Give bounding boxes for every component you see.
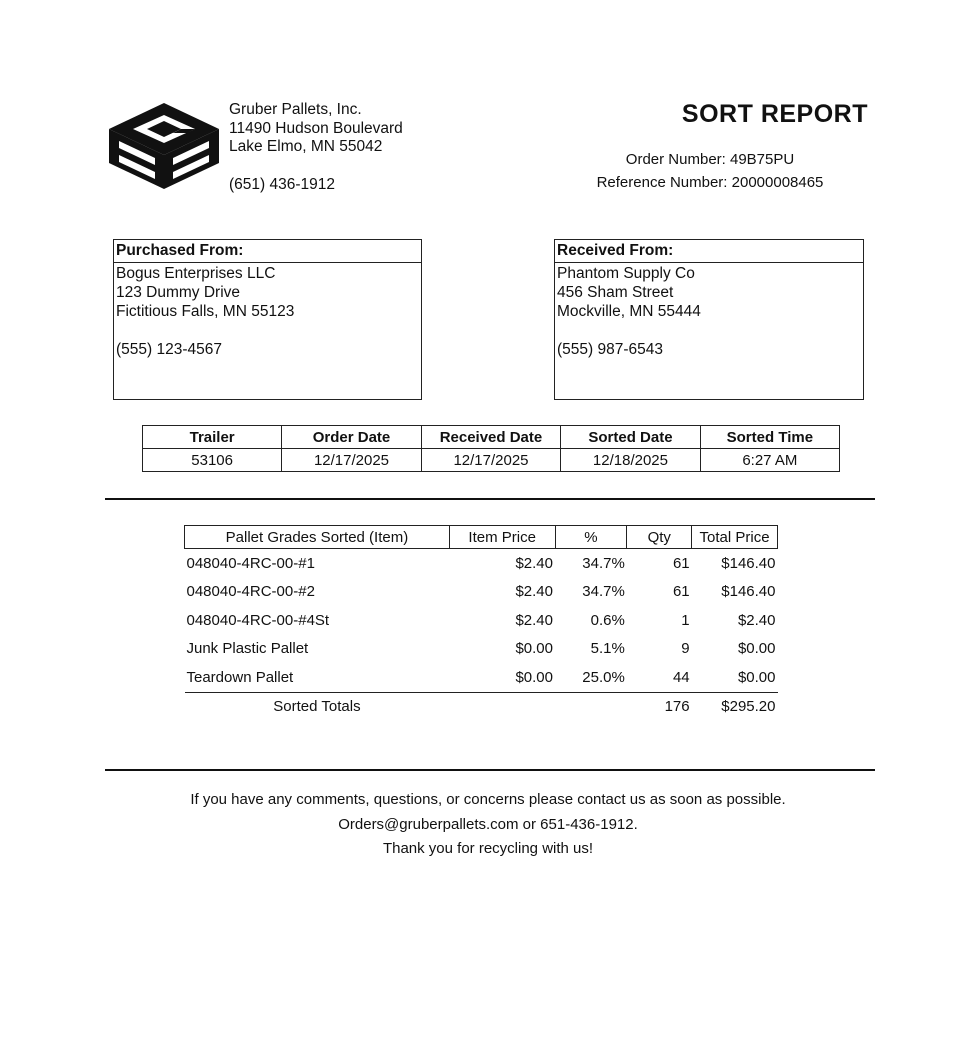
- percent-cell: 34.7%: [582, 554, 625, 572]
- table-header-row: [185, 526, 778, 549]
- table-row: [185, 549, 778, 578]
- item-cell: 048040-4RC-00-#1: [186, 554, 315, 572]
- qty-cell: 61: [672, 554, 690, 572]
- item-cell: 048040-4RC-00-#4St: [186, 611, 330, 629]
- table-row: [185, 578, 778, 607]
- percent-cell: 5.1%: [590, 640, 625, 658]
- footer-contact-details: Orders@gruberpallets.com or 651-436-1912.: [338, 815, 638, 833]
- received-from-address1: 456 Sham Street: [557, 284, 674, 301]
- column-header: Qty: [627, 526, 692, 549]
- totals-label: Sorted Totals: [185, 692, 450, 721]
- footer-thanks: Thank you for recycling with us!: [382, 840, 594, 857]
- purchased-from-heading: Purchased From:: [114, 240, 421, 263]
- company-address: [229, 101, 403, 157]
- total-price-cell: $0.00: [737, 668, 776, 686]
- empty-cell: [555, 692, 627, 721]
- purchased-from-address1: 123 Dummy Drive: [116, 284, 241, 301]
- received-from-phone: (555) 987-6543: [557, 341, 663, 358]
- column-header: %: [555, 526, 627, 549]
- item-price-cell: $0.00: [515, 668, 553, 686]
- percent-cell: 25.0%: [582, 668, 625, 686]
- sorted-date-value: 12/18/2025: [561, 449, 700, 472]
- company-name: Gruber Pallets, Inc.: [229, 101, 362, 118]
- shipment-info-table: [142, 425, 840, 472]
- company-phone: (651) 436-1912: [229, 176, 335, 193]
- item-cell: Junk Plastic Pallet: [186, 640, 309, 658]
- footer-contact-note: If you have any comments, questions, or concerns please contact us as soon as possible.: [190, 791, 786, 808]
- total-price-cell: $146.40: [721, 554, 776, 572]
- company-address-line2: Lake Elmo, MN 55042: [229, 138, 383, 155]
- sorted-time-value: 6:27 AM: [700, 449, 839, 472]
- order-number: Order Number: 49B75PU: [625, 151, 795, 168]
- qty-cell: 9: [681, 640, 690, 658]
- totals-row: [185, 692, 778, 721]
- purchased-from-address2: Fictitious Falls, MN 55123: [116, 303, 295, 320]
- order-date-value: 12/17/2025: [282, 449, 421, 472]
- column-header: Total Price: [692, 526, 778, 549]
- total-price-cell: $2.40: [737, 611, 776, 629]
- totals-price: $295.20: [692, 692, 778, 721]
- received-from-heading: Received From:: [555, 240, 863, 263]
- received-from-name: Phantom Supply Co: [557, 265, 695, 282]
- table-row: [185, 663, 778, 692]
- report-title: SORT REPORT: [681, 100, 868, 128]
- qty-cell: 44: [672, 668, 690, 686]
- column-header: Item Price: [449, 526, 555, 549]
- company-address-line1: 11490 Hudson Boulevard: [229, 119, 403, 137]
- column-header: Order Date: [282, 426, 421, 449]
- percent-cell: 34.7%: [582, 583, 625, 601]
- divider: [105, 769, 875, 771]
- item-cell: Teardown Pallet: [186, 668, 294, 686]
- column-header: Trailer: [143, 426, 282, 449]
- qty-cell: 61: [672, 583, 690, 601]
- item-cell: 048040-4RC-00-#2: [186, 583, 315, 601]
- purchased-from-name: Bogus Enterprises LLC: [116, 265, 276, 282]
- item-price-cell: $2.40: [515, 583, 553, 601]
- item-price-cell: $2.40: [515, 554, 553, 572]
- empty-cell: [449, 692, 555, 721]
- divider: [105, 498, 875, 500]
- column-header: Sorted Date: [561, 426, 700, 449]
- purchased-from-box: [113, 239, 422, 400]
- purchased-from-phone: (555) 123-4567: [116, 341, 222, 358]
- table-row: [143, 449, 840, 472]
- footer: [0, 788, 976, 862]
- column-header: Received Date: [421, 426, 560, 449]
- column-header: Sorted Time: [700, 426, 839, 449]
- received-from-address2: Mockville, MN 55444: [557, 303, 701, 320]
- pallet-grades-table: [184, 525, 778, 721]
- table-row: [185, 606, 778, 635]
- trailer-value: 53106: [143, 449, 282, 472]
- received-from-box: [554, 239, 864, 400]
- item-price-cell: $0.00: [515, 640, 553, 658]
- received-date-value: 12/17/2025: [421, 449, 560, 472]
- total-price-cell: $146.40: [721, 583, 776, 601]
- company-logo-icon: [107, 101, 221, 191]
- table-header-row: [143, 426, 840, 449]
- total-price-cell: $0.00: [737, 640, 776, 658]
- order-info: [560, 148, 860, 194]
- item-price-cell: $2.40: [515, 611, 553, 629]
- qty-cell: 1: [681, 611, 690, 629]
- totals-qty: 176: [627, 692, 692, 721]
- reference-number: Reference Number: 20000008465: [596, 174, 824, 191]
- percent-cell: 0.6%: [590, 611, 625, 629]
- column-header: Pallet Grades Sorted (Item): [185, 526, 450, 549]
- table-row: [185, 635, 778, 664]
